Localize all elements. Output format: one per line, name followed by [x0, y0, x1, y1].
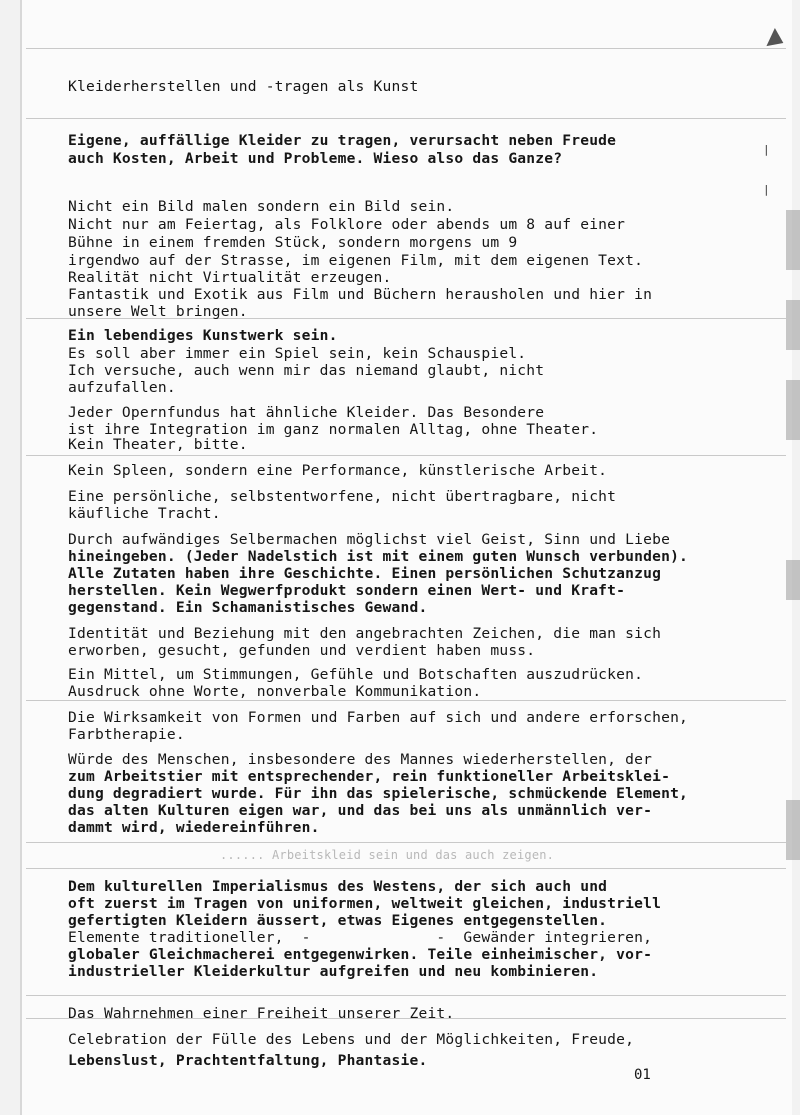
strip-edge [26, 48, 786, 49]
text-line: unsere Welt bringen. [68, 303, 248, 320]
text-line: gefertigten Kleidern äussert, etwas Eigenes entgegenstellen. [68, 912, 608, 929]
text-line: Celebration der Fülle des Lebens und der Möglichkeiten, Freude, [68, 1031, 635, 1048]
text-line: Realität nicht Virtualität erzeugen. [68, 269, 392, 286]
text-line: herstellen. Kein Wegwerfprodukt sondern einen Wert- und Kraft- [68, 582, 626, 599]
text-line: dung degradiert wurde. Für ihn das spielerische, schmückende Element, [68, 785, 689, 802]
text-line: Fantastik und Exotik aus Film und Büchern herausholen und hier in [68, 286, 653, 303]
text-line: Die Wirksamkeit von Formen und Farben auf sich und andere erforschen, [68, 709, 689, 726]
text-line: Nicht nur am Feiertag, als Folklore oder abends um 8 auf einer [68, 216, 626, 233]
text-line: gegenstand. Ein Schamanistisches Gewand. [68, 599, 428, 616]
text-line: Identität und Beziehung mit den angebrachten Zeichen, die man sich [68, 625, 662, 642]
text-line: Elemente traditioneller, - - Gewänder integrieren, [68, 929, 653, 946]
text-line: Farbtherapie. [68, 726, 185, 743]
faint-text-line: ...... Arbeitskleid sein und das auch zeigen. [220, 848, 555, 862]
text-line: Nicht ein Bild malen sondern ein Bild sein. [68, 198, 455, 215]
text-line: dammt wird, wiedereinführen. [68, 819, 320, 836]
document-title: Kleiderherstellen und -tragen als Kunst [68, 78, 419, 95]
scan-edge-shadow [786, 210, 800, 270]
intro-line: auch Kosten, Arbeit und Probleme. Wieso also das Ganze? [68, 150, 563, 167]
text-line: ist ihre Integration im ganz normalen Alltag, ohne Theater. [68, 421, 599, 438]
strip-edge [26, 868, 786, 869]
text-line: hineingeben. (Jeder Nadelstich ist mit einem guten Wunsch verbunden). [68, 548, 689, 565]
text-line: Das Wahrnehmen einer Freiheit unserer Zeit. [68, 1005, 455, 1022]
page-number: 01 [634, 1067, 651, 1083]
text-line: käufliche Tracht. [68, 505, 221, 522]
scan-edge-shadow [786, 380, 800, 440]
text-line: irgendwo auf der Strasse, im eigenen Film, mit dem eigenen Text. [68, 252, 644, 269]
text-line: Jeder Opernfundus hat ähnliche Kleider. Das Besondere [68, 404, 545, 421]
text-line: Ein Mittel, um Stimmungen, Gefühle und Botschaften auszudrücken. [68, 666, 644, 683]
intro-line: Eigene, auffällige Kleider zu tragen, verursacht neben Freude [68, 132, 617, 149]
text-line: Kein Theater, bitte. [68, 436, 248, 453]
strip-edge [26, 842, 786, 843]
text-line: zum Arbeitstier mit entsprechender, rein funktioneller Arbeitsklei- [68, 768, 671, 785]
text-line: Ausdruck ohne Worte, nonverbale Kommunikation. [68, 683, 482, 700]
scan-edge-shadow [786, 560, 800, 600]
text-line: oft zuerst im Tragen von uniformen, weltweit gleichen, industriell [68, 895, 662, 912]
text-line: erworben, gesucht, gefunden und verdient haben muss. [68, 642, 536, 659]
margin-mark: | [763, 183, 770, 196]
text-line: industrieller Kleiderkultur aufgreifen und neu kombinieren. [68, 963, 599, 980]
text-line: Eine persönliche, selbstentworfene, nicht übertragbare, nicht [68, 488, 617, 505]
text-line: Bühne in einem fremden Stück, sondern morgens um 9 [68, 234, 518, 251]
text-line: Alle Zutaten haben ihre Geschichte. Einen persönlichen Schutzanzug [68, 565, 662, 582]
text-line: Kein Spleen, sondern eine Performance, künstlerische Arbeit. [68, 462, 608, 479]
text-line: Lebenslust, Prachtentfaltung, Phantasie. [68, 1052, 428, 1069]
strip-edge [26, 455, 786, 456]
text-line: Durch aufwändiges Selbermachen möglichst viel Geist, Sinn und Liebe [68, 531, 671, 548]
text-line: aufzufallen. [68, 379, 176, 396]
scan-edge-shadow [786, 800, 800, 860]
strip-edge [26, 118, 786, 119]
text-line: Es soll aber immer ein Spiel sein, kein Schauspiel. [68, 345, 527, 362]
margin-mark: | [763, 143, 770, 156]
text-line: das alten Kulturen eigen war, und das bei uns als unmännlich ver- [68, 802, 653, 819]
text-line: Würde des Menschen, insbesondere des Mannes wiederherstellen, der [68, 751, 653, 768]
text-line: Dem kulturellen Imperialismus des Westens, der sich auch und [68, 878, 608, 895]
strip-edge [26, 995, 786, 996]
text-line: Ein lebendiges Kunstwerk sein. [68, 327, 338, 344]
scan-edge-shadow [786, 300, 800, 350]
text-line: globaler Gleichmacherei entgegenwirken. Teile einheimischer, vor- [68, 946, 653, 963]
text-line: Ich versuche, auch wenn mir das niemand glaubt, nicht [68, 362, 545, 379]
